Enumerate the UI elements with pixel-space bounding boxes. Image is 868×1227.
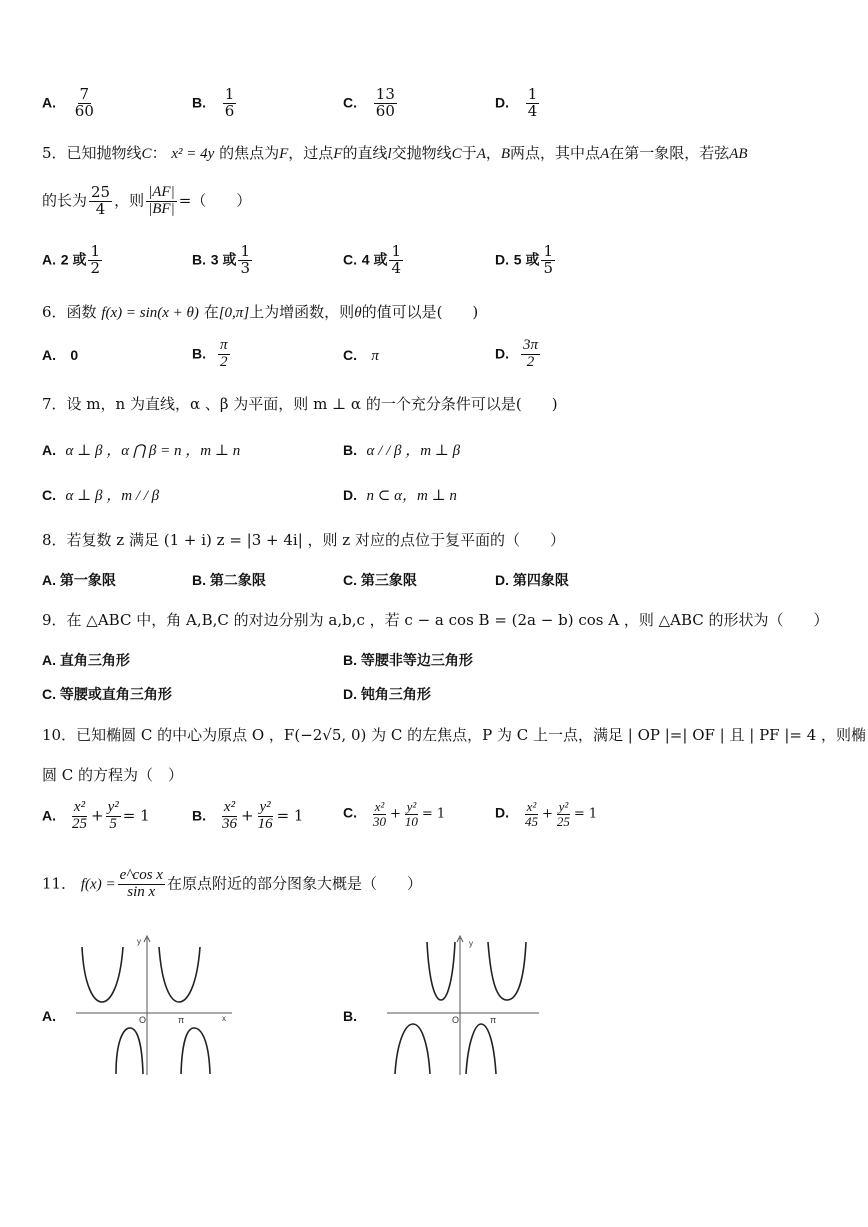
- option-label: B.: [343, 442, 357, 458]
- option-x-den: 36: [222, 815, 237, 832]
- q5-equation: x² = 4y: [171, 146, 215, 162]
- q5-text: ，: [485, 144, 501, 162]
- option-denominator: 60: [74, 101, 94, 120]
- option-denominator: 4: [391, 258, 402, 277]
- q5-text: =（ ）: [178, 191, 252, 210]
- q9-option-b[interactable]: [343, 650, 473, 670]
- option-label: D.: [495, 251, 509, 268]
- q11-graph-b[interactable]: [383, 932, 553, 1080]
- q11-option-b-label[interactable]: B.: [343, 1008, 357, 1024]
- option-label: B.: [192, 572, 206, 588]
- q11-lhs: f(x) =: [80, 876, 116, 893]
- option-label: A.: [42, 94, 56, 111]
- option-numerator: 1: [90, 242, 101, 260]
- option-text: 第二象限: [209, 572, 266, 588]
- option-rhs: = 1: [573, 806, 598, 822]
- q7-option-b[interactable]: [343, 439, 460, 460]
- option-text: 直角三角形: [59, 652, 130, 668]
- option-label: C.: [343, 94, 357, 111]
- option-denominator: 5: [543, 258, 554, 277]
- option-y-num: y²: [406, 799, 417, 814]
- q5-text: 的长为: [42, 191, 88, 210]
- q10-stem-line1: 10．已知椭圆 C 的中心为原点 O ，F(−2√5, 0) 为 C 的左焦点，P 为 C 上一点，满足 | OP |=| OF | 且 | PF |= 4 ，则椭: [42, 726, 867, 744]
- q8-option-a[interactable]: [42, 570, 116, 590]
- option-text: 0: [70, 347, 79, 363]
- q5-option-b[interactable]: [192, 244, 254, 277]
- q8-option-b[interactable]: [192, 570, 266, 590]
- q6-stem: [42, 301, 478, 322]
- q11-option-a-label[interactable]: A.: [42, 1008, 56, 1024]
- option-x-num: x²: [223, 799, 236, 815]
- q9-option-a[interactable]: [42, 650, 130, 670]
- option-text: 第一象限: [59, 572, 116, 588]
- q5-text: C: [141, 146, 152, 162]
- curve-lower-right: [181, 1028, 210, 1074]
- option-x-num: x²: [526, 799, 537, 814]
- option-label: C.: [343, 572, 357, 588]
- q7-stem: 7．设 m，n 为直线，α 、β 为平面，则 m ⊥ α 的一个充分条件可以是( ): [42, 395, 558, 413]
- option-label: C.: [343, 804, 357, 821]
- option-x-den: 30: [373, 813, 386, 829]
- q5-text: 的直线: [342, 144, 388, 162]
- q5-text: 5．已知抛物线: [42, 144, 142, 162]
- option-text: 等腰或直角三角形: [59, 686, 172, 702]
- q10-option-d[interactable]: D. $\frac{\text{x²}}{45}$ + $\frac{\text{y²}}{25}$ = 1: [495, 799, 598, 829]
- curve-lower-left: [395, 1024, 430, 1074]
- origin-label: O: [139, 1015, 147, 1025]
- axis-x-label: x: [222, 1014, 226, 1023]
- q5-text: F: [333, 146, 343, 162]
- curve-upper-left: [427, 942, 455, 1000]
- q6-text: 6．函数: [42, 303, 97, 321]
- q6-option-a[interactable]: [42, 346, 78, 364]
- option-label: A.: [42, 652, 56, 668]
- q5-text: C: [451, 146, 462, 162]
- q10-stem-line2: 圆 C 的方程为（ ）: [42, 766, 184, 784]
- option-label: D.: [495, 345, 509, 362]
- q4-option-d[interactable]: [495, 87, 541, 120]
- q11-text: 11．: [42, 874, 77, 893]
- q5-text: l: [387, 146, 392, 162]
- option-label: A.: [42, 572, 56, 588]
- option-denominator: 4: [527, 101, 538, 120]
- q5-text: 交抛物线: [391, 144, 452, 162]
- q5-text: ：: [151, 144, 167, 162]
- option-y-den: 16: [257, 815, 273, 832]
- option-x-den: 45: [525, 813, 538, 829]
- q9-option-d[interactable]: [343, 684, 431, 704]
- q5-option-c[interactable]: [343, 244, 405, 277]
- q5-text: A: [600, 146, 610, 162]
- option-y-num: y²: [558, 799, 569, 814]
- option-label: D.: [495, 804, 509, 821]
- q5-option-d[interactable]: [495, 244, 557, 277]
- q5-text: 于: [461, 144, 477, 162]
- q8-stem: 8．若复数 z 满足 (1 + i) z = |3 + 4i| ，则 z 对应的点位于复平面的（ ）: [42, 531, 565, 549]
- curve-upper-right: [488, 942, 526, 1000]
- q5-text: F: [279, 146, 289, 162]
- option-label: C.: [343, 251, 357, 268]
- q5-text: AB: [729, 146, 748, 162]
- origin-label: O: [452, 1015, 460, 1025]
- option-text: α ⊥ β ，α ⋂ β = n ，m ⊥ n: [65, 443, 241, 459]
- option-label: D.: [495, 94, 509, 111]
- q5-text: ，则: [114, 191, 145, 210]
- q6-theta: θ: [354, 305, 362, 321]
- option-denominator: 60: [375, 101, 395, 120]
- option-numerator: 1: [527, 85, 538, 103]
- option-label: B.: [192, 251, 206, 268]
- option-denominator: 2: [90, 258, 101, 277]
- option-denominator: 3: [240, 258, 251, 277]
- q9-stem: 9．在 △ABC 中，角 A,B,C 的对边分别为 a,b,c ，若 c − a cos B = (2a − b) cos A ，则 △ABC 的形状为（ ）: [42, 611, 829, 629]
- q10-option-b[interactable]: B. $\frac{\text{x²}}{36}$ + $\frac{\text{y²}}{16}$ = 1: [192, 799, 304, 832]
- option-text: 4 或: [361, 251, 388, 268]
- option-numerator: 1: [391, 242, 402, 260]
- q5-text: A: [476, 146, 486, 162]
- option-label: D.: [343, 487, 357, 503]
- option-x-den: 25: [72, 815, 87, 832]
- option-x-num: x²: [374, 799, 385, 814]
- option-text: α / / β ，m ⊥ β: [366, 443, 461, 459]
- q10-option-a[interactable]: A. $\frac{\text{x²}}{25}$ + $\frac{\text{y²}}{5}$ = 1: [42, 799, 150, 832]
- option-text: 等腰非等边三角形: [360, 652, 473, 668]
- q7-option-d[interactable]: [343, 484, 457, 505]
- q5-stem-line2: [42, 185, 251, 218]
- option-numerator: 1: [240, 242, 251, 260]
- option-y-num: y²: [259, 799, 271, 815]
- q6-option-c[interactable]: [343, 346, 379, 365]
- curve-upper-left: [82, 947, 123, 1002]
- option-x-num: x²: [73, 799, 86, 815]
- q11-stem: [42, 868, 422, 901]
- q5-option-a[interactable]: [42, 244, 104, 277]
- q9-option-c[interactable]: [42, 684, 172, 704]
- option-text: π: [371, 348, 379, 364]
- option-label: B.: [192, 345, 206, 362]
- option-label: C.: [343, 347, 357, 363]
- q6-text: 在: [203, 303, 219, 321]
- option-label: B.: [192, 807, 206, 824]
- q11-text: 在原点附近的部分图象大概是（ ）: [166, 874, 422, 893]
- q4-option-b[interactable]: [192, 87, 238, 120]
- option-text: 2 或: [60, 251, 87, 268]
- q5-fraction-den: 4: [95, 199, 106, 218]
- option-numerator: 7: [79, 85, 90, 103]
- option-rhs: = 1: [276, 806, 304, 825]
- option-label: A.: [42, 347, 56, 363]
- option-text: n ⊂ α，m ⊥ n: [366, 488, 457, 504]
- option-numerator: π: [220, 337, 228, 353]
- option-rhs: = 1: [421, 806, 446, 822]
- q8-option-c[interactable]: [343, 570, 417, 590]
- option-text: 第四象限: [512, 572, 569, 588]
- q5-text: ，过点: [288, 144, 334, 162]
- option-y-den: 25: [556, 813, 570, 829]
- pi-label: π: [490, 1015, 497, 1025]
- option-text: 3 或: [210, 251, 237, 268]
- curve-lower-right: [466, 1024, 496, 1074]
- q6-equation: f(x) = sin(x + θ): [101, 305, 199, 321]
- option-label: A.: [42, 251, 56, 268]
- option-y-den: 10: [404, 813, 418, 829]
- option-numerator: 13: [375, 85, 395, 103]
- option-denominator: 2: [526, 353, 535, 370]
- q7-option-c[interactable]: [42, 484, 159, 505]
- option-rhs: = 1: [122, 806, 150, 825]
- option-y-num: y²: [107, 799, 119, 815]
- option-text: 5 或: [513, 251, 540, 268]
- option-text: 第三象限: [360, 572, 417, 588]
- option-text: α ⊥ β ，m / / β: [65, 488, 160, 504]
- q5-text: 的焦点为: [219, 144, 280, 162]
- q5-text: B: [500, 146, 511, 162]
- option-label: B.: [343, 652, 357, 668]
- option-denominator: 2: [220, 353, 228, 370]
- pi-label: π: [178, 1015, 185, 1025]
- option-label: C.: [42, 686, 56, 702]
- q6-option-b[interactable]: [192, 338, 232, 371]
- option-text: 钝角三角形: [360, 686, 431, 702]
- curve-upper-right: [159, 947, 200, 1002]
- q5-fraction-num: 25: [91, 183, 111, 201]
- option-label: D.: [495, 572, 509, 588]
- q4-option-a[interactable]: [42, 87, 98, 120]
- q6-interval: [0,π]: [218, 305, 250, 321]
- option-label: D.: [343, 686, 357, 702]
- option-numerator: 3π: [523, 337, 539, 353]
- q4-option-c[interactable]: [343, 87, 399, 120]
- q5-ratio-num: |AF|: [148, 184, 175, 200]
- q5-text: 在第一象限，若弦: [609, 144, 730, 162]
- option-numerator: 1: [543, 242, 554, 260]
- option-numerator: 1: [224, 85, 235, 103]
- q5-ratio-den: |BF|: [148, 200, 175, 217]
- q10-option-c[interactable]: C. $\frac{\text{x²}}{30}$ + $\frac{\text{y²}}{10}$ = 1: [343, 799, 446, 829]
- option-label: C.: [42, 487, 56, 503]
- q5-text: 两点，其中点: [510, 144, 601, 162]
- axis-y-label: y: [137, 937, 141, 946]
- q5-stem-line1: [42, 142, 748, 163]
- option-y-den: 5: [109, 815, 117, 832]
- option-label: A.: [42, 807, 56, 824]
- q11-denominator: sin x: [127, 883, 156, 900]
- curve-lower-left: [116, 1028, 143, 1074]
- option-denominator: 6: [224, 101, 235, 120]
- option-label: A.: [42, 442, 56, 458]
- q6-text: 的值可以是( ): [361, 303, 479, 321]
- q6-text: 上为增函数，则: [249, 303, 355, 321]
- q11-numerator: e^cos x: [119, 867, 163, 883]
- q11-graph-a[interactable]: [72, 932, 242, 1080]
- axis-y-label: y: [469, 939, 473, 948]
- q8-option-d[interactable]: [495, 570, 569, 590]
- q7-option-a[interactable]: [42, 439, 240, 460]
- option-label: B.: [192, 94, 206, 111]
- q6-option-d[interactable]: [495, 338, 542, 371]
